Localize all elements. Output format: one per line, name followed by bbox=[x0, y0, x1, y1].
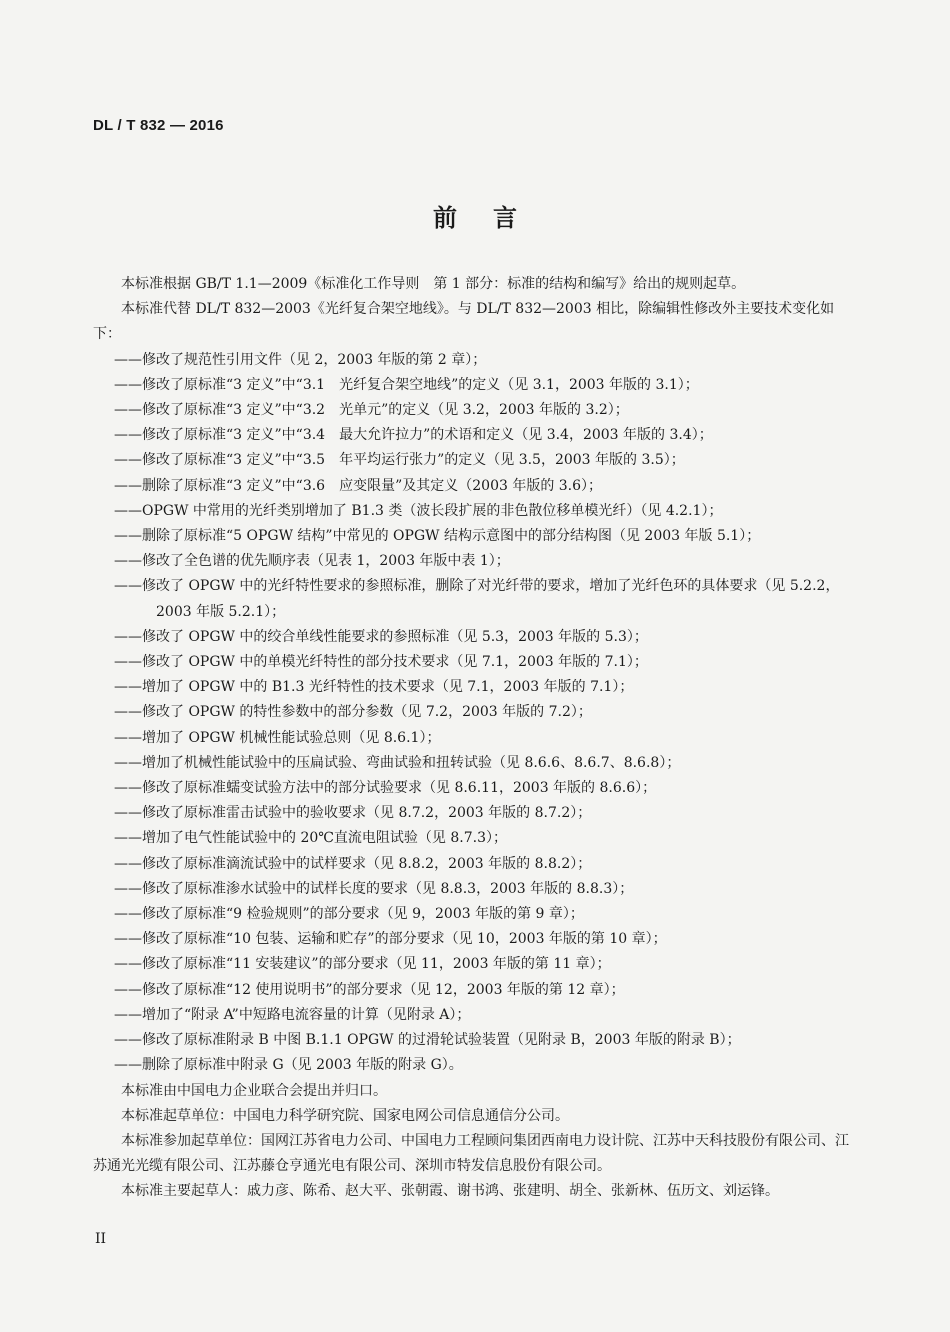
list-item: ——修改了原标准渗水试验中的试样长度的要求（见 8.8.3，2003 年版的 8.8.3）； bbox=[114, 880, 634, 897]
paragraph-participating-units: 本标准参加起草单位：国网江苏省电力公司、中国电力工程顾问集团西南电力设计院、江苏中天科技股份有限公司、江苏通光光缆有限公司、江苏藤仓亨通光电有限公司、深圳市特发信息股份有限公司。 bbox=[93, 1132, 849, 1175]
list-item: ——修改了原标准“10 包装、运输和贮存”的部分要求（见 10，2003 年版的第 10 章）； bbox=[114, 931, 667, 948]
list-item: ——修改了全色谱的优先顺序表（见表 1，2003 年版中表 1）； bbox=[114, 553, 510, 570]
list-item: ——修改了原标准“3 定义”中“3.5 年平均运行张力”的定义（见 3.5，2003 年版的 3.5）； bbox=[114, 452, 685, 469]
list-item: ——增加了机械性能试验中的压扁试验、弯曲试验和扭转试验（见 8.6.6、8.6.7、8.6.8）； bbox=[114, 754, 681, 771]
list-item: ——删除了原标准中附录 G（见 2003 年版的附录 G）。 bbox=[114, 1057, 463, 1074]
list-item: ——修改了 OPGW 中的绞合单线性能要求的参照标准（见 5.3，2003 年版的 5.3）； bbox=[114, 628, 648, 645]
list-item: ——增加了电气性能试验中的 20℃直流电阻试验（见 8.7.3）； bbox=[114, 830, 507, 847]
list-item: ——修改了原标准雷击试验中的验收要求（见 8.7.2，2003 年版的 8.7.2）； bbox=[114, 805, 592, 822]
list-item: ——删除了原标准“3 定义”中“3.6 应变限量”及其定义（2003 年版的 3.6）； bbox=[114, 477, 603, 494]
document-code: DL / T 832 — 2016 bbox=[93, 117, 224, 134]
list-item: ——增加了 OPGW 中的 B1.3 光纤特性的技术要求（见 7.1，2003 年版的 7.1）； bbox=[114, 679, 634, 696]
paragraph-drafting-unit: 本标准起草单位：中国电力科学研究院、国家电网公司信息通信分公司。 bbox=[121, 1107, 569, 1124]
list-item: ——增加了 OPGW 机械性能试验总则（见 8.6.1）； bbox=[114, 729, 441, 746]
list-item: ——修改了 OPGW 的特性参数中的部分参数（见 7.2，2003 年版的 7.2）； bbox=[114, 704, 592, 721]
list-item: ——修改了 OPGW 中的单模光纤特性的部分技术要求（见 7.1，2003 年版的 7.1）； bbox=[114, 654, 648, 671]
list-item: ——修改了原标准附录 B 中图 B.1.1 OPGW 的过滑轮试验装置（见附录 B，2003 年版的附录 B）； bbox=[114, 1032, 741, 1049]
list-item: ——增加了“附录 A”中短路电流容量的计算（见附录 A）； bbox=[114, 1006, 471, 1023]
paragraph-proposer: 本标准由中国电力企业联合会提出并归口。 bbox=[121, 1082, 387, 1099]
list-item: ——修改了原标准“3 定义”中“3.4 最大允许拉力”的术语和定义（见 3.4，2003 年版的 3.4）； bbox=[114, 427, 713, 444]
list-item: ——修改了原标准“3 定义”中“3.1 光纤复合架空地线”的定义（见 3.1，2003 年版的 3.1）； bbox=[114, 376, 699, 393]
list-item: ——修改了 OPGW 中的光纤特性要求的参照标准，删除了对光纤带的要求，增加了光纤色环的具体要求（见 5.2.2，2003 年版 5.2.1）； bbox=[114, 578, 840, 620]
list-item: ——修改了原标准“3 定义”中“3.2 光单元”的定义（见 3.2，2003 年版的 3.2）； bbox=[114, 402, 629, 419]
page-number: II bbox=[95, 1231, 107, 1247]
list-item: ——修改了原标准蠕变试验方法中的部分试验要求（见 8.6.11，2003 年版的 8.6.6）； bbox=[114, 780, 657, 797]
list-item: ——修改了原标准“9 检验规则”的部分要求（见 9，2003 年版的第 9 章）； bbox=[114, 906, 584, 923]
list-item: ——修改了规范性引用文件（见 2，2003 年版的第 2 章）； bbox=[114, 351, 487, 368]
page-title: 前言 bbox=[433, 203, 553, 232]
list-item: ——删除了原标准“5 OPGW 结构”中常见的 OPGW 结构示意图中的部分结构图（见 2003 年版 5.1）； bbox=[114, 528, 761, 545]
paragraph-main-drafters: 本标准主要起草人：戚力彦、陈希、赵大平、张朝霞、谢书鸿、张建明、胡全、张新林、伍历文、刘运锋。 bbox=[121, 1183, 779, 1200]
foreword-body bbox=[93, 272, 853, 1205]
list-item: ——修改了原标准“11 安装建议”的部分要求（见 11，2003 年版的第 11 章）； bbox=[114, 956, 611, 973]
list-item: ——OPGW 中常用的光纤类别增加了 B1.3 类（波长段扩展的非色散位移单模光纤）（见 4.2.1）； bbox=[114, 502, 723, 519]
changes-list bbox=[93, 348, 853, 1079]
paragraph-drafting-rules: 本标准根据 GB/T 1.1—2009《标准化工作导则 第 1 部分：标准的结构和编写》给出的规则起草。 bbox=[121, 276, 746, 292]
list-item: ——修改了原标准“12 使用说明书”的部分要求（见 12，2003 年版的第 12 章）； bbox=[114, 981, 625, 998]
list-item: ——修改了原标准滴流试验中的试样要求（见 8.8.2，2003 年版的 8.8.2）； bbox=[114, 855, 592, 872]
paragraph-replacement: 本标准代替 DL/T 832—2003《光纤复合架空地线》。与 DL/T 832—2003 相比，除编辑性修改外主要技术变化如下： bbox=[93, 301, 835, 343]
